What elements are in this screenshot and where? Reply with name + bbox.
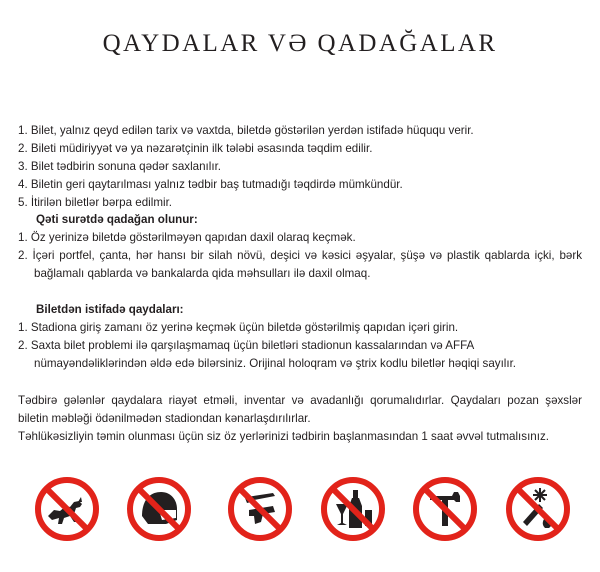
prohibited-item-1: 1. Öz yerinizə biletdə göstərilməyən qapıdan daxil olaraq keçmək.	[18, 231, 356, 244]
page-title: QAYDALAR VƏ QADAĞALAR	[102, 30, 498, 57]
rule-item-5: 5. İtirilən biletlər bərpa edilmir.	[18, 196, 173, 209]
usage-item-2: 2. Saxta bilet problemi ilə qarşılaşmamaq üçün biletləri stadionun kassalarından və AFFA	[18, 339, 475, 352]
prohibited-item-2: 2. İçəri portfel, çanta, hər hansı bir silah növü, deşici və kəsici əşyalar, şüşə və plastik qablarda içki, bərk	[18, 249, 582, 262]
usage-item-2-cont: nümayəndəliklərindən əldə edə bilərsiniz. Orijinal holoqram və ştrix kodlu biletlər həqiqi sayılır.	[34, 357, 517, 370]
no-helmets-icon	[126, 476, 192, 542]
closing-line-3: Təhlükəsizliyin təmin olunması üçün siz öz yerlərinizi tədbirin başlanmasından 1 saat əvvəl tutmalısınız.	[18, 430, 549, 443]
prohibited-heading: Qəti surətdə qadağan olunur:	[36, 213, 198, 226]
rule-item-1: 1. Bilet, yalnız qeyd edilən tarix və vaxtda, biletdə göstərilən yerdən istifadə hüququ verir.	[18, 124, 474, 137]
rule-item-2: 2. Bileti müdiriyyət və ya nəzarətçinin ilk tələbi əsasında təqdim edilir.	[18, 142, 373, 155]
no-fireworks-icon	[505, 476, 571, 542]
no-dogs-icon	[34, 476, 100, 542]
closing-line-1: Tədbirə gələnlər qaydalara riayət etməli, inventar və avadanlığı qorumalıdırlar. Qaydaları pozan şəxslər	[18, 394, 582, 407]
prohibition-signs	[0, 476, 600, 546]
no-tools-icon	[412, 476, 478, 542]
usage-item-1: 1. Stadiona giriş zamanı öz yerinə keçmək üçün biletdə göstərilmiş qapıdan içəri girin.	[18, 321, 459, 334]
no-weapons-icon	[227, 476, 293, 542]
prohibited-item-2-cont: bağlamalı qablarda və bankalarda qida məhsulları ilə daxil olmaq.	[34, 267, 371, 280]
rule-item-4: 4. Biletin geri qaytarılması yalnız tədbir baş tutmadığı təqdirdə mümkündür.	[18, 178, 403, 191]
rule-item-3: 3. Bilet tədbirin sonuna qədər saxlanılır.	[18, 160, 222, 173]
no-bottles-icon	[320, 476, 386, 542]
usage-heading: Biletdən istifadə qaydaları:	[36, 303, 184, 316]
closing-line-2: biletin məbləği ödənilmədən stadiondan kənarlaşdırılırlar.	[18, 412, 311, 425]
